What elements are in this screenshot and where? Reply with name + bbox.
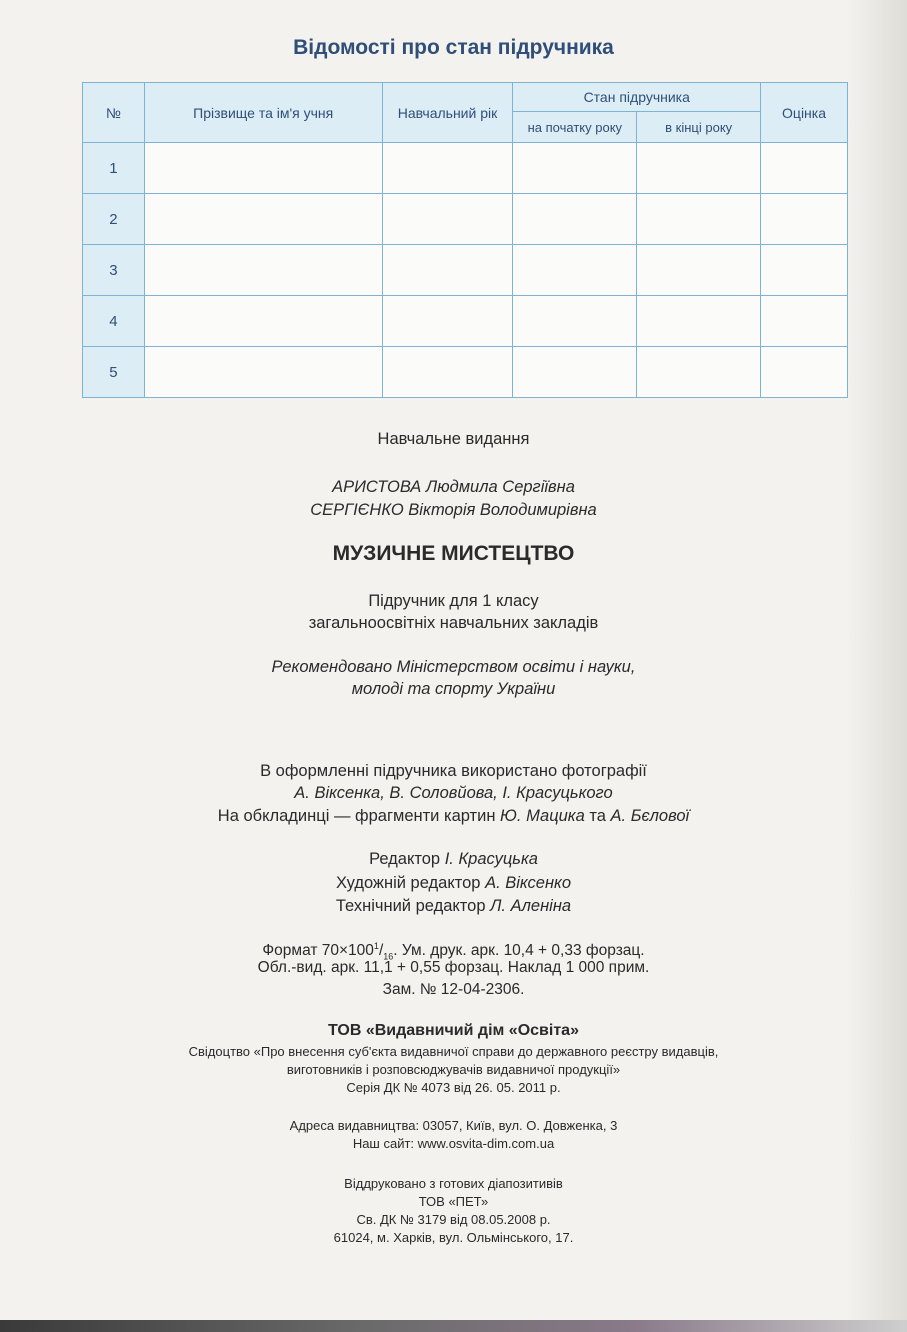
textbook-condition-table (82, 82, 848, 398)
certificate-line-2: виготовників і розповсюджувачів видавничої продукції» (286, 1062, 621, 1077)
table-row (83, 194, 848, 245)
condition-end-cell (637, 347, 761, 398)
condition-end-cell (637, 296, 761, 347)
editor-line (0, 848, 907, 870)
art-editor-label: Художній редактор (335, 874, 481, 892)
tech-editor-name: Л. Аленіна (490, 897, 572, 915)
condition-start-cell (513, 143, 637, 194)
certificate-line-3: Серія ДК № 4073 від 26. 05. 2011 р. (346, 1080, 561, 1095)
student-name-cell (144, 194, 382, 245)
art-editor-line (0, 872, 907, 894)
condition-start-cell (513, 194, 637, 245)
photos-authors: А. Віксенка, В. Соловйова, І. Красуцького (294, 784, 613, 802)
school-year-cell (382, 296, 513, 347)
printer-line-4: 61024, м. Харків, вул. Ольмінського, 17. (333, 1230, 574, 1245)
author-2: СЕРГІЄНКО Вікторія Володимирівна (310, 501, 597, 519)
edition-type: Навчальне видання (377, 430, 530, 448)
student-name-cell (144, 296, 382, 347)
condition-end-cell (637, 245, 761, 296)
header-condition-end: в кінці року (637, 112, 761, 143)
tech-editor-line (0, 895, 907, 917)
row-number: 5 (83, 347, 145, 398)
cover-and: та (589, 807, 606, 825)
book-subtitle-2: загальноосвітніх навчальних закладів (308, 614, 599, 632)
condition-end-cell (637, 194, 761, 245)
student-name-cell (144, 347, 382, 398)
condition-end-cell (637, 143, 761, 194)
row-number: 2 (83, 194, 145, 245)
condition-start-cell (513, 296, 637, 347)
tech-editor-label: Технічний редактор (335, 897, 486, 915)
school-year-cell (382, 143, 513, 194)
format-sup: 1 (373, 941, 379, 951)
photos-intro: В оформленні підручника використано фотографії (260, 762, 647, 780)
condition-start-cell (513, 347, 637, 398)
format-slash: / (378, 942, 384, 960)
cover-prefix: На обкладинці — фрагменти картин (217, 807, 496, 825)
editor-label: Редактор (369, 850, 441, 868)
recommendation-2: молоді та спорту України (351, 680, 556, 698)
table-row (83, 347, 848, 398)
grade-cell (761, 347, 848, 398)
page-bottom-edge (0, 1320, 907, 1332)
student-name-cell (144, 143, 382, 194)
header-school-year: Навчальний рік (382, 83, 513, 143)
header-number: № (83, 83, 145, 143)
cover-artist-1: Ю. Мацика (500, 807, 585, 825)
editor-name: І. Красуцька (444, 850, 538, 868)
recommendation-1: Рекомендовано Міністерством освіти і науки, (271, 658, 636, 676)
header-condition: Стан підручника (513, 83, 761, 112)
publisher-website: Наш сайт: www.osvita-dim.com.ua (352, 1136, 555, 1151)
book-title: МУЗИЧНЕ МИСТЕЦТВО (332, 542, 575, 565)
publisher-address: Адреса видавництва: 03057, Київ, вул. О. Довженка, 3 (289, 1118, 618, 1133)
printer-line-2: ТОВ «ПЕТ» (418, 1194, 489, 1209)
grade-cell (761, 143, 848, 194)
format-prefix: Формат 70×100 (262, 942, 374, 960)
header-condition-start: на початку року (513, 112, 637, 143)
row-number: 4 (83, 296, 145, 347)
school-year-cell (382, 245, 513, 296)
grade-cell (761, 194, 848, 245)
cover-artist-2: А. Бєлової (610, 807, 690, 825)
grade-cell (761, 296, 848, 347)
cover-credits (0, 805, 907, 827)
grade-cell (761, 245, 848, 296)
table-row (83, 296, 848, 347)
table-row (83, 245, 848, 296)
table-row (83, 143, 848, 194)
condition-start-cell (513, 245, 637, 296)
row-number: 1 (83, 143, 145, 194)
school-year-cell (382, 194, 513, 245)
book-subtitle-1: Підручник для 1 класу (368, 592, 539, 610)
page-title: Відомості про стан підручника (293, 36, 614, 59)
certificate-line-1: Свідоцтво «Про внесення суб'єкта видавничої справи до державного реєстру видавців, (188, 1044, 719, 1059)
school-year-cell (382, 347, 513, 398)
format-line-3: Зам. № 12-04-2306. (382, 981, 525, 998)
printer-line-1: Віддруковано з готових діапозитивів (344, 1176, 563, 1191)
student-name-cell (144, 245, 382, 296)
row-number: 3 (83, 245, 145, 296)
header-student-name: Прізвище та ім'я учня (144, 83, 382, 143)
art-editor-name: А. Віксенко (485, 874, 572, 892)
author-1: АРИСТОВА Людмила Сергіївна (332, 478, 575, 496)
publisher-name: ТОВ «Видавничий дім «Освіта» (328, 1022, 579, 1039)
format-suffix: . Ум. друк. арк. 10,4 + 0,33 форзац. (393, 942, 645, 960)
printer-line-3: Св. ДК № 3179 від 08.05.2008 р. (356, 1212, 551, 1227)
format-line-2: Обл.-вид. арк. 11,1 + 0,55 форзац. Наклад 1 000 прим. (257, 959, 650, 976)
format-sub: 16 (383, 951, 394, 962)
header-grade: Оцінка (761, 83, 848, 143)
